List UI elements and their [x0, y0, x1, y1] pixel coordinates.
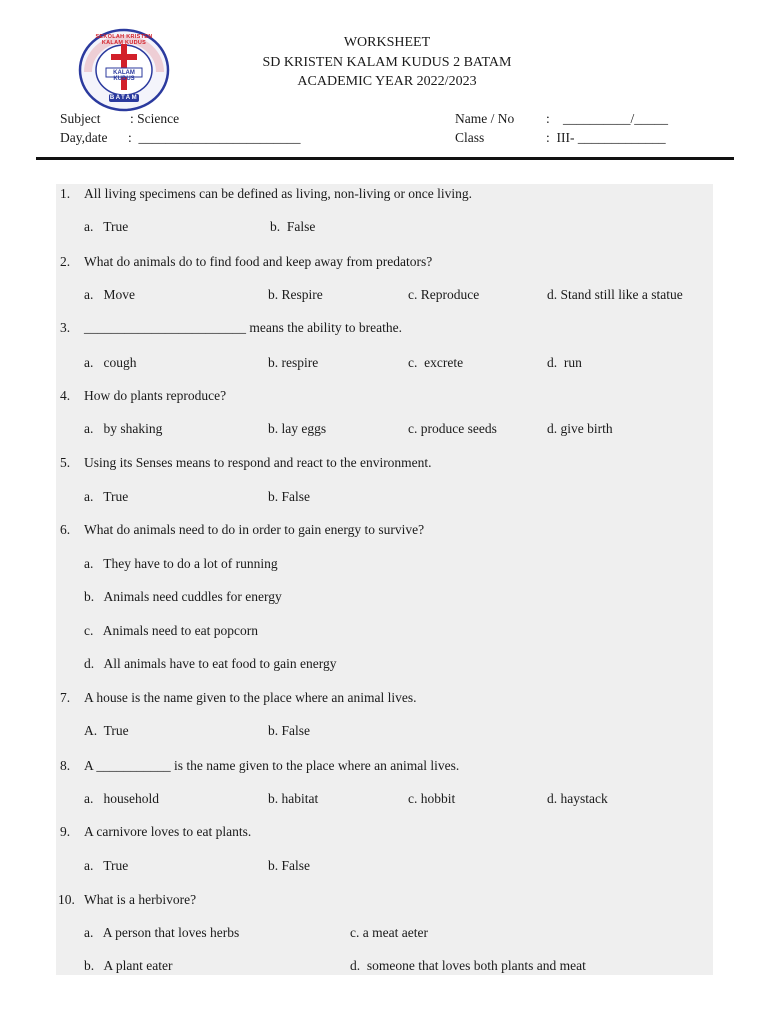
option[interactable]: c. produce seeds: [408, 421, 497, 436]
option[interactable]: a. Move: [84, 287, 135, 302]
option[interactable]: b. False: [268, 489, 310, 504]
question-number: 10.: [58, 892, 75, 907]
option[interactable]: b. False: [268, 858, 310, 873]
header-school: SD KRISTEN KALAM KUDUS 2 BATAM: [262, 54, 512, 70]
option[interactable]: a. They have to do a lot of running: [84, 556, 278, 571]
option[interactable]: b. Respire: [268, 287, 323, 302]
option[interactable]: a. True: [84, 858, 129, 873]
question-text: A ___________ is the name given to the place where an animal lives.: [84, 758, 460, 773]
option[interactable]: c. excrete: [408, 355, 464, 370]
question-number: 4.: [60, 388, 71, 403]
option[interactable]: b. respire: [268, 355, 319, 370]
option[interactable]: a. cough: [84, 355, 137, 370]
question-number: 9.: [60, 824, 71, 839]
name-colon: :: [546, 111, 550, 126]
question-text: What do animals need to do in order to gain energy to survive?: [84, 522, 425, 537]
option[interactable]: c. Reproduce: [408, 287, 480, 302]
question-number: 8.: [60, 758, 71, 773]
question-number: 7.: [60, 690, 71, 705]
option[interactable]: d. someone that loves both plants and meat: [350, 958, 586, 973]
logo-ring-text-top: SEKOLAH KRISTEN KALAM KUDUS: [95, 34, 153, 46]
worksheet-header: [0, 33, 768, 92]
option[interactable]: d. Stand still like a statue: [547, 287, 683, 302]
name-label: Name / No: [455, 111, 515, 126]
question-number: 5.: [60, 455, 71, 470]
option[interactable]: c. hobbit: [408, 791, 456, 806]
option[interactable]: a. household: [84, 791, 159, 806]
question-text: What do animals do to find food and keep away from predators?: [84, 254, 433, 269]
option[interactable]: b. A plant eater: [84, 958, 173, 973]
question-text: How do plants reproduce?: [84, 388, 227, 403]
question-text: What is a herbivore?: [84, 892, 197, 907]
option[interactable]: b. habitat: [268, 791, 319, 806]
header-divider: [36, 157, 734, 160]
option[interactable]: c. Animals need to eat popcorn: [84, 623, 258, 638]
option[interactable]: d. give birth: [547, 421, 613, 436]
option[interactable]: A. True: [84, 723, 129, 738]
question-text: A carnivore loves to eat plants.: [84, 824, 252, 839]
question-number: 6.: [60, 522, 71, 537]
question-text: ________________________ means the ability to breathe.: [84, 320, 402, 335]
option[interactable]: c. a meat aeter: [350, 925, 428, 940]
header-title: WORKSHEET: [343, 35, 431, 50]
question-text: All living specimens can be defined as living, non-living or once living.: [84, 186, 473, 201]
option[interactable]: a. by shaking: [84, 421, 163, 436]
option[interactable]: a. True: [84, 219, 129, 234]
option[interactable]: b. Animals need cuddles for energy: [84, 589, 282, 604]
option[interactable]: b. False: [268, 723, 310, 738]
logo-ring-text-bottom: BATAM: [109, 95, 139, 101]
option[interactable]: d. run: [547, 355, 582, 370]
subject-label: Subject: [60, 111, 101, 126]
name-field[interactable]: __________/_____: [563, 111, 669, 126]
class-field[interactable]: : III- _____________: [546, 130, 666, 145]
question-number: 2.: [60, 254, 71, 269]
date-label: Day,date: [60, 130, 108, 145]
question-number: 1.: [60, 186, 71, 201]
option[interactable]: a. A person that loves herbs: [84, 925, 240, 940]
option[interactable]: d. haystack: [547, 791, 608, 806]
option[interactable]: d. All animals have to eat food to gain energy: [84, 656, 337, 671]
option[interactable]: a. True: [84, 489, 129, 504]
date-field[interactable]: : ________________________: [128, 130, 301, 145]
question-number: 3.: [60, 320, 71, 335]
option[interactable]: b. False: [270, 219, 316, 234]
logo-center-text: KALAM KUDUS: [113, 70, 135, 82]
header-year: ACADEMIC YEAR 2022/2023: [297, 74, 477, 89]
option[interactable]: b. lay eggs: [268, 421, 327, 436]
question-text: Using its Senses means to respond and react to the environment.: [84, 455, 432, 470]
question-text: A house is the name given to the place where an animal lives.: [84, 690, 417, 705]
class-label: Class: [455, 130, 485, 145]
subject-value: : Science: [130, 111, 180, 126]
